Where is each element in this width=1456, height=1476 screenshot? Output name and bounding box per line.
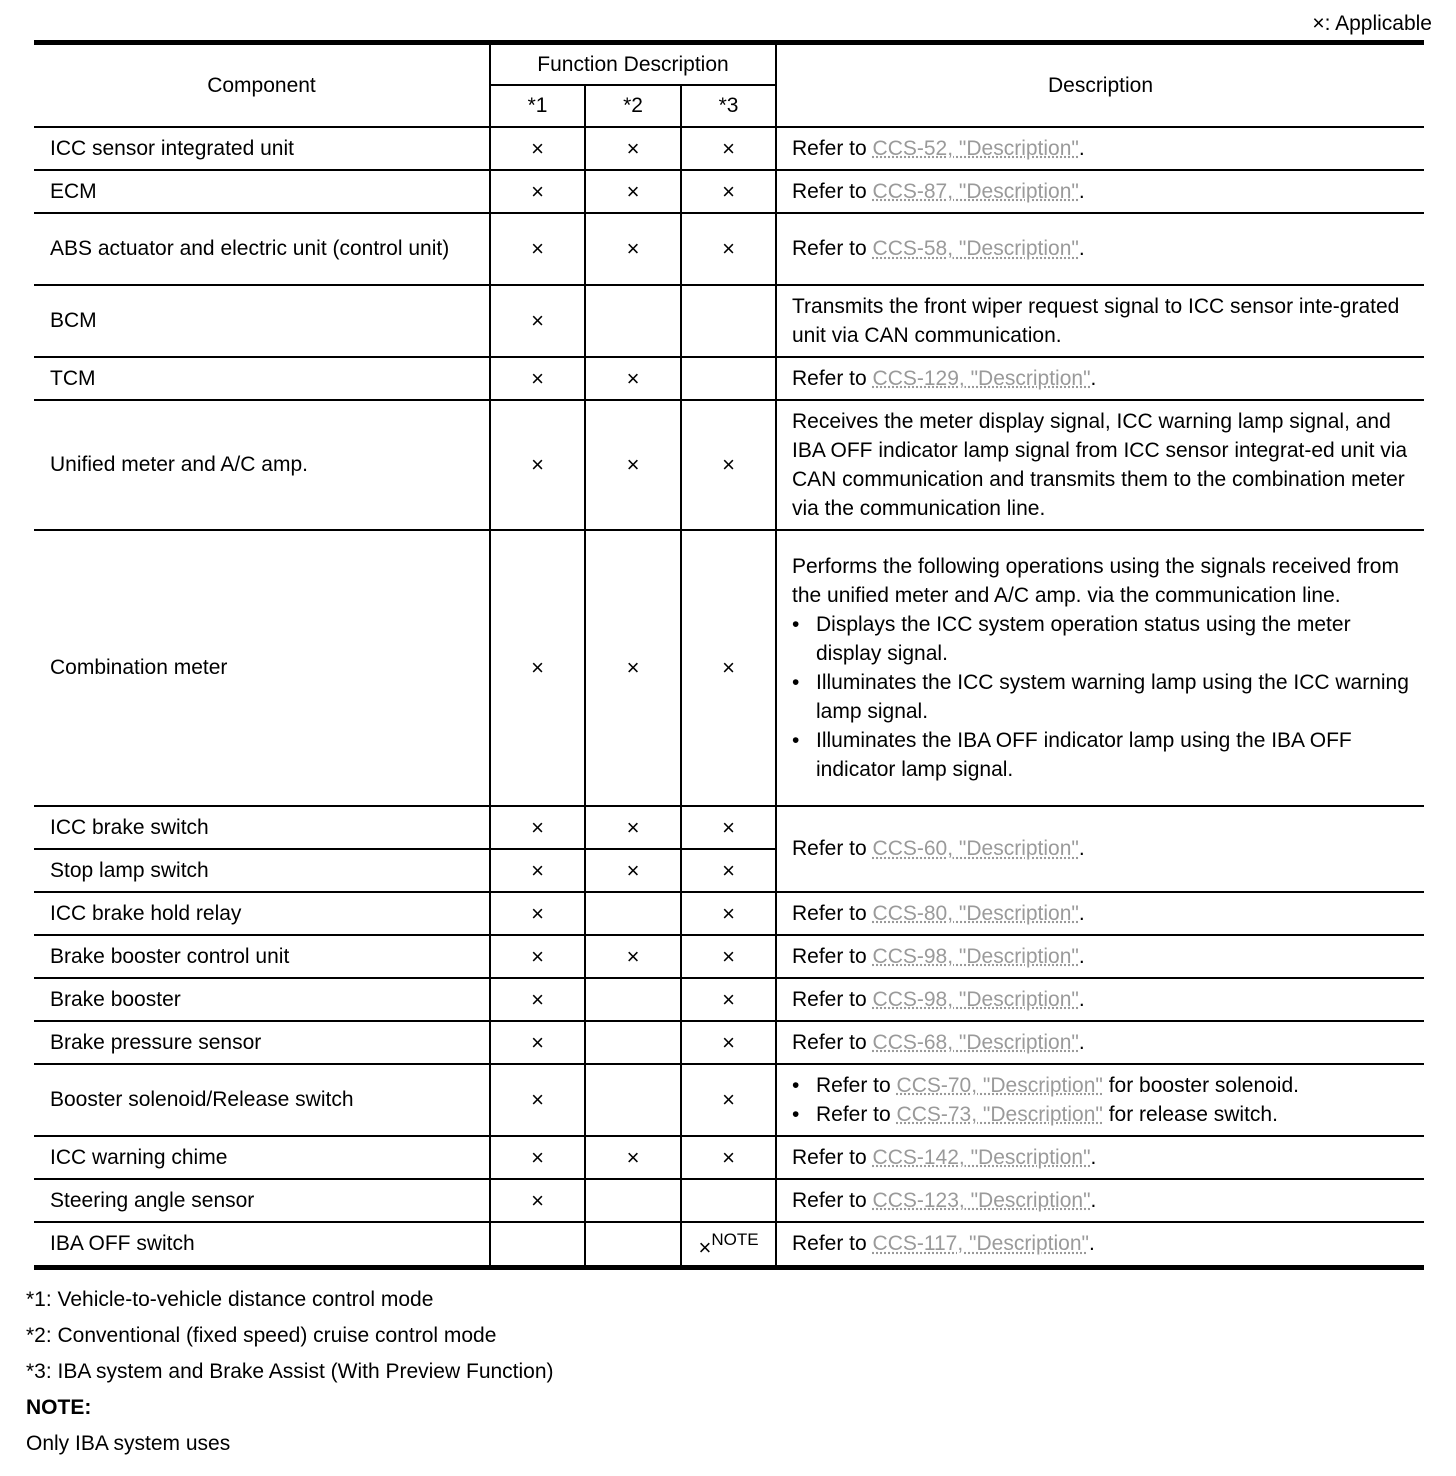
description-cell bbox=[776, 935, 1424, 978]
component-name: ICC warning chime bbox=[34, 1136, 490, 1179]
description-cell bbox=[776, 806, 1424, 892]
refer-to-text: Refer to bbox=[792, 136, 867, 160]
mark-col-3 bbox=[681, 1222, 776, 1268]
description-cell bbox=[776, 357, 1424, 400]
mark-col-3: × bbox=[681, 892, 776, 935]
mark-col-1: × bbox=[490, 1021, 585, 1064]
reference-link[interactable]: CCS-142, "Description" bbox=[872, 1145, 1091, 1169]
mark-col-2 bbox=[585, 978, 681, 1021]
component-name: TCM bbox=[34, 357, 490, 400]
link-suffix: . bbox=[1078, 837, 1085, 860]
mark-col-1: × bbox=[490, 935, 585, 978]
component-name: Booster solenoid/Release switch bbox=[34, 1064, 490, 1136]
mark-col-1: × bbox=[490, 1136, 585, 1179]
mark-col-2: × bbox=[585, 849, 681, 892]
mark-col-2: × bbox=[585, 357, 681, 400]
reference-link[interactable]: CCS-129, "Description" bbox=[872, 366, 1091, 390]
footnote-1: *1: Vehicle-to-vehicle distance control mode bbox=[26, 1288, 434, 1311]
component-name: Brake booster control unit bbox=[34, 935, 490, 978]
mark-col-2 bbox=[585, 1021, 681, 1064]
refer-to-text: Refer to bbox=[816, 1073, 891, 1097]
table-row bbox=[34, 806, 1424, 849]
component-name: BCM bbox=[34, 285, 490, 357]
link-suffix: for booster solenoid. bbox=[1102, 1073, 1299, 1097]
mark-col-3 bbox=[681, 1179, 776, 1222]
mark-col-2: × bbox=[585, 400, 681, 530]
mark-col-3: × bbox=[681, 849, 776, 892]
mark-col-3: × bbox=[681, 213, 776, 285]
mark-col-2: × bbox=[585, 213, 681, 285]
mark-col-1: × bbox=[490, 806, 585, 849]
mark-col-2: × bbox=[585, 935, 681, 978]
refer-to-text: Refer to bbox=[792, 837, 867, 860]
mark-col-2 bbox=[585, 1064, 681, 1136]
footnotes bbox=[26, 1282, 554, 1462]
reference-link[interactable]: CCS-87, "Description" bbox=[872, 179, 1079, 203]
description-cell bbox=[776, 213, 1424, 285]
refer-to-text: Refer to bbox=[792, 987, 867, 1011]
component-name: IBA OFF switch bbox=[34, 1222, 490, 1268]
header-description: Description bbox=[776, 43, 1424, 127]
link-suffix: . bbox=[1078, 179, 1085, 203]
description-cell bbox=[776, 892, 1424, 935]
mark-col-1: × bbox=[490, 892, 585, 935]
note-label: NOTE: bbox=[26, 1396, 92, 1419]
component-name: Unified meter and A/C amp. bbox=[34, 400, 490, 530]
link-suffix: . bbox=[1090, 366, 1097, 390]
reference-link[interactable]: CCS-60, "Description" bbox=[872, 837, 1079, 860]
footnote-2: *2: Conventional (fixed speed) cruise control mode bbox=[26, 1324, 497, 1347]
description-cell bbox=[776, 978, 1424, 1021]
component-table bbox=[34, 40, 1424, 1270]
refer-to-text: Refer to bbox=[792, 237, 867, 260]
table-row bbox=[34, 170, 1424, 213]
mark-col-2: × bbox=[585, 1136, 681, 1179]
link-suffix: . bbox=[1088, 1232, 1095, 1256]
mark-col-3 bbox=[681, 285, 776, 357]
mark-col-1: × bbox=[490, 285, 585, 357]
bullet-item: • Displays the ICC system operation status using the meter display signal. bbox=[792, 610, 1414, 668]
component-name: Stop lamp switch bbox=[34, 849, 490, 892]
mark-col-2: × bbox=[585, 170, 681, 213]
description-cell bbox=[776, 1064, 1424, 1136]
bullet-item: • Illuminates the ICC system warning lamp using the ICC warning lamp signal. bbox=[792, 668, 1414, 726]
table-row bbox=[34, 357, 1424, 400]
refer-to-text: Refer to bbox=[792, 944, 867, 968]
mark-col-2 bbox=[585, 892, 681, 935]
component-name: Combination meter bbox=[34, 530, 490, 806]
description-text: Transmits the front wiper request signal to ICC sensor inte-grated unit via CAN communication. bbox=[776, 285, 1424, 357]
bullet-item bbox=[792, 1100, 1414, 1129]
reference-link[interactable]: CCS-123, "Description" bbox=[872, 1188, 1091, 1212]
mark-col-1 bbox=[490, 1222, 585, 1268]
component-name: Brake booster bbox=[34, 978, 490, 1021]
link-suffix: . bbox=[1078, 901, 1085, 925]
reference-link[interactable]: CCS-68, "Description" bbox=[872, 1030, 1079, 1054]
header-col-3: *3 bbox=[681, 85, 776, 127]
reference-link[interactable]: CCS-98, "Description" bbox=[872, 987, 1079, 1011]
refer-to-text: Refer to bbox=[792, 366, 867, 390]
table-row bbox=[34, 978, 1424, 1021]
reference-link[interactable]: CCS-70, "Description" bbox=[896, 1073, 1103, 1097]
mark-col-2 bbox=[585, 1179, 681, 1222]
mark-col-1: × bbox=[490, 530, 585, 806]
mark-col-1: × bbox=[490, 400, 585, 530]
description-cell bbox=[776, 1179, 1424, 1222]
reference-link[interactable]: CCS-98, "Description" bbox=[872, 944, 1079, 968]
component-name: ICC brake switch bbox=[34, 806, 490, 849]
mark-col-1: × bbox=[490, 1179, 585, 1222]
link-suffix: . bbox=[1078, 987, 1085, 1011]
description-cell bbox=[776, 1222, 1424, 1268]
bullet-item bbox=[792, 1071, 1414, 1100]
refer-to-text: Refer to bbox=[792, 179, 867, 203]
mark-col-1: × bbox=[490, 127, 585, 170]
table-row bbox=[34, 1064, 1424, 1136]
description-cell bbox=[776, 127, 1424, 170]
mark-col-2: × bbox=[585, 127, 681, 170]
reference-link[interactable]: CCS-80, "Description" bbox=[872, 901, 1079, 925]
mark-col-3: × bbox=[681, 530, 776, 806]
footnote-3: *3: IBA system and Brake Assist (With Preview Function) bbox=[26, 1360, 554, 1383]
mark-col-3: × bbox=[681, 127, 776, 170]
link-suffix: . bbox=[1078, 237, 1085, 260]
refer-to-text: Refer to bbox=[816, 1102, 891, 1126]
link-suffix: . bbox=[1078, 136, 1085, 160]
reference-link[interactable]: CCS-58, "Description" bbox=[872, 237, 1079, 260]
reference-link[interactable]: CCS-73, "Description" bbox=[896, 1102, 1103, 1126]
component-name: ECM bbox=[34, 170, 490, 213]
reference-link[interactable]: CCS-117, "Description" bbox=[872, 1232, 1089, 1256]
mark-col-3: × bbox=[681, 806, 776, 849]
note-superscript: NOTE bbox=[711, 1230, 759, 1250]
table-row bbox=[34, 1179, 1424, 1222]
mark-col-3: × bbox=[681, 978, 776, 1021]
component-name: ICC sensor integrated unit bbox=[34, 127, 490, 170]
header-col-2: *2 bbox=[585, 85, 681, 127]
description-text: Receives the meter display signal, ICC warning lamp signal, and IBA OFF indicator lamp signal from ICC sensor integrat-ed unit via CAN communication and transmits them to the combination meter via the communication line. bbox=[776, 400, 1424, 530]
description-cell bbox=[776, 1136, 1424, 1179]
mark-col-3: × bbox=[681, 1021, 776, 1064]
table-row bbox=[34, 400, 1424, 530]
component-name: ICC brake hold relay bbox=[34, 892, 490, 935]
link-suffix: . bbox=[1078, 1030, 1085, 1054]
link-suffix: . bbox=[1078, 944, 1085, 968]
header-component: Component bbox=[34, 43, 490, 127]
refer-to-text: Refer to bbox=[792, 901, 867, 925]
mark-col-1: × bbox=[490, 170, 585, 213]
mark-col-1: × bbox=[490, 213, 585, 285]
mark-col-1: × bbox=[490, 849, 585, 892]
header-function-description: Function Description bbox=[490, 43, 776, 85]
component-name: Brake pressure sensor bbox=[34, 1021, 490, 1064]
mark-col-3 bbox=[681, 357, 776, 400]
mark-col-3: × bbox=[681, 1136, 776, 1179]
refer-to-text: Refer to bbox=[792, 1232, 867, 1256]
table-row bbox=[34, 935, 1424, 978]
mark-col-3: × bbox=[681, 1064, 776, 1136]
mark-col-2 bbox=[585, 285, 681, 357]
reference-link[interactable]: CCS-52, "Description" bbox=[872, 136, 1079, 160]
table-row bbox=[34, 1222, 1424, 1268]
mark-col-2: × bbox=[585, 530, 681, 806]
mark-col-3: × bbox=[681, 400, 776, 530]
mark-col-3: × bbox=[681, 170, 776, 213]
table-row bbox=[34, 285, 1424, 357]
refer-to-text: Refer to bbox=[792, 1145, 867, 1169]
link-suffix: . bbox=[1090, 1188, 1097, 1212]
refer-to-text: Refer to bbox=[792, 1030, 867, 1054]
table-row bbox=[34, 127, 1424, 170]
table-row bbox=[34, 1021, 1424, 1064]
mark-col-3: × bbox=[681, 935, 776, 978]
mark-col-2: × bbox=[585, 806, 681, 849]
table-row bbox=[34, 213, 1424, 285]
mark-col-2 bbox=[585, 1222, 681, 1268]
mark-symbol: × bbox=[698, 1235, 712, 1261]
description-cell bbox=[776, 1021, 1424, 1064]
mark-col-1: × bbox=[490, 1064, 585, 1136]
applicable-legend: ×: Applicable bbox=[1312, 12, 1432, 35]
refer-to-text: Refer to bbox=[792, 1188, 867, 1212]
header-col-1: *1 bbox=[490, 85, 585, 127]
link-suffix: . bbox=[1090, 1145, 1097, 1169]
description-text: Performs the following operations using the signals received from the unified meter and A/C amp. via the communication line. bbox=[792, 554, 1399, 607]
link-suffix: for release switch. bbox=[1102, 1102, 1278, 1126]
table-row bbox=[34, 892, 1424, 935]
component-name: Steering angle sensor bbox=[34, 1179, 490, 1222]
table-row bbox=[34, 530, 1424, 806]
description-cell bbox=[776, 170, 1424, 213]
component-name: ABS actuator and electric unit (control unit) bbox=[34, 213, 490, 285]
mark-col-1: × bbox=[490, 357, 585, 400]
table-row bbox=[34, 1136, 1424, 1179]
note-text: Only IBA system uses bbox=[26, 1432, 231, 1455]
bullet-item: • Illuminates the IBA OFF indicator lamp using the IBA OFF indicator lamp signal. bbox=[792, 726, 1414, 784]
mark-col-1: × bbox=[490, 978, 585, 1021]
description-cell bbox=[776, 530, 1424, 806]
